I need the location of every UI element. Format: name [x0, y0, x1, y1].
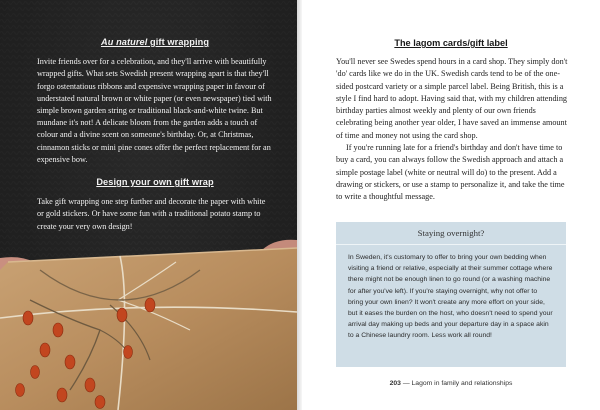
lagom-cards-body: [336, 56, 570, 204]
photo-overlay-text: [37, 36, 273, 233]
page-footer: [302, 380, 600, 387]
staying-overnight-box: [336, 222, 566, 367]
gift-photo: [0, 0, 297, 410]
page-number: 203: [389, 380, 401, 387]
au-naturel-paragraph: Invite friends over for a celebration, and they'll arrive with beautifully wrapped gifts. What sets Swedish present wrapping apart is that they'll forgo ostentatious ribbons and expensive wrapping paper in favour of understated natural brown or white paper (or even newspaper) tied with simple brown garden string or traditional black-and-white twine. But mundane it's not! A delicate bloom from the garden adds a touch of colour and a divine scent on someone's birthday. Or, at Christmas, cinnamon sticks or mini pine cones offer the perfect replacement for an expensive bow.: [37, 57, 272, 164]
staying-overnight-body: In Sweden, it's customary to offer to bring your own bedding when visiting a friend or relative, especially at their summer cottage where there might not be enough linen to go round (or a washing machine for after you've left). If you're staying overnight, why not offer to bring your own linen? It won't create any more effort on your side, but it eases the burden on the host, who doesn't need to spend your arrival day making up beds and your departure day in a space akin to a Chinese laundry room. Less work all round!: [348, 254, 553, 340]
section-heading-design-gift-wrap: Design your own gift wrap: [96, 177, 214, 188]
section-heading-au-naturel: Au naturel gift wrapping: [100, 37, 210, 47]
right-page: [302, 0, 600, 410]
lagom-cards-paragraph-2: If you're running late for a friend's birthday and don't have time to buy a card, you can always follow the Swedish approach and attach a simple postage label (white or neutral will do) to the present. Add a drawing or stickers, or use a stamp to personalize it, and take the time to write a thoughtful message.: [336, 143, 565, 202]
staying-overnight-heading: Staying overnight?: [336, 222, 566, 245]
running-title: — Lagom in family and relationships: [400, 380, 513, 387]
lagom-cards-paragraph-1: You'll never see Swedes spend hours in a card shop. They simply don't 'do' cards like we do in the UK. Swedish cards tend to be of the one-sided postcard variety or a simple parcel label. Being British, this is a style I find hard to adopt. Having said that, with my children attending birthday parties almost weekly and plenty of our own friends celebrating being another year older, I have saved an immense amount of time and money not using the card shop.: [336, 57, 568, 140]
design-gift-wrap-paragraph: Take gift wrapping one step further and decorate the paper with white or gold stickers. Or have some fun with a traditional potato stamp to create your very own design!: [37, 197, 266, 231]
lagom-cards-heading: The lagom cards/gift label: [394, 38, 508, 48]
